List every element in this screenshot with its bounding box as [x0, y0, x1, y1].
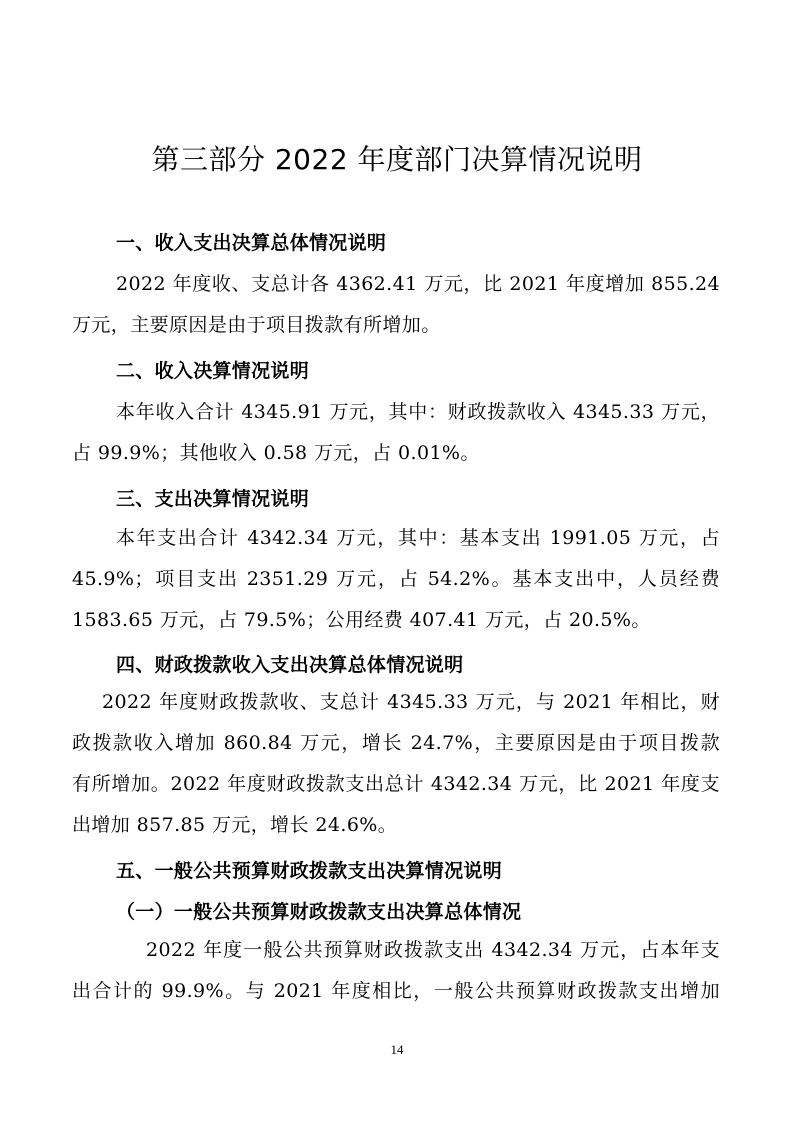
paragraph-line: 1583.65 万元，占 79.5%；公用经费 407.41 万元，占 20.5%。 — [72, 609, 651, 631]
paragraph-line: 本年收入合计 4345.91 万元，其中：财政拨款收入 4345.33 万元， — [116, 401, 720, 423]
section-heading-2: 二、收入决算情况说明 — [116, 360, 310, 382]
page-number: 14 — [390, 1042, 404, 1057]
paragraph-line: 本年支出合计 4342.34 万元，其中：基本支出 1991.05 万元，占 — [116, 527, 720, 549]
section-heading-5: 五、一般公共预算财政拨款支出决算情况说明 — [116, 860, 503, 882]
paragraph-line: 2022 年度财政拨款收、支总计 4345.33 万元，与 2021 年相比，财 — [102, 691, 720, 713]
paragraph-line: 45.9%；项目支出 2351.29 万元，占 54.2%。基本支出中，人员经费 — [72, 568, 720, 590]
paragraph-line: 出增加 857.85 万元，增长 24.6%。 — [72, 814, 398, 836]
paragraph-line: 2022 年度收、支总计各 4362.41 万元，比 2021 年度增加 855.24 — [116, 273, 720, 295]
section-paragraph-5 — [72, 930, 720, 1012]
paragraph-line: 有所增加。2022 年度财政拨款支出总计 4342.34 万元，比 2021 年度支 — [72, 773, 720, 795]
section-paragraph-4 — [72, 682, 720, 846]
paragraph-line: 出合计的 99.9%。与 2021 年度相比，一般公共预算财政拨款支出增加 — [72, 980, 720, 1002]
section-paragraph-1 — [72, 264, 720, 346]
paragraph-line: 2022 年度一般公共预算财政拨款支出 4342.34 万元，占本年支 — [146, 939, 720, 961]
section-paragraph-2 — [72, 392, 720, 474]
section-heading-3: 三、支出决算情况说明 — [116, 488, 310, 510]
paragraph-line: 占 99.9%；其他收入 0.58 万元，占 0.01%。 — [72, 442, 480, 464]
section-paragraph-3 — [72, 518, 720, 641]
paragraph-line: 万元，主要原因是由于项目拨款有所增加。 — [72, 314, 441, 336]
section-subheading-5-1: （一）一般公共预算财政拨款支出决算总体情况 — [116, 901, 522, 923]
section-heading-4: 四、财政拨款收入支出决算总体情况说明 — [116, 654, 464, 676]
paragraph-line: 政拨款收入增加 860.84 万元，增长 24.7%，主要原因是由于项目拨款 — [72, 732, 720, 754]
section-heading-1: 一、收入支出决算总体情况说明 — [116, 232, 387, 254]
page-title: 第三部分 2022 年度部门决算情况说明 — [151, 143, 643, 176]
